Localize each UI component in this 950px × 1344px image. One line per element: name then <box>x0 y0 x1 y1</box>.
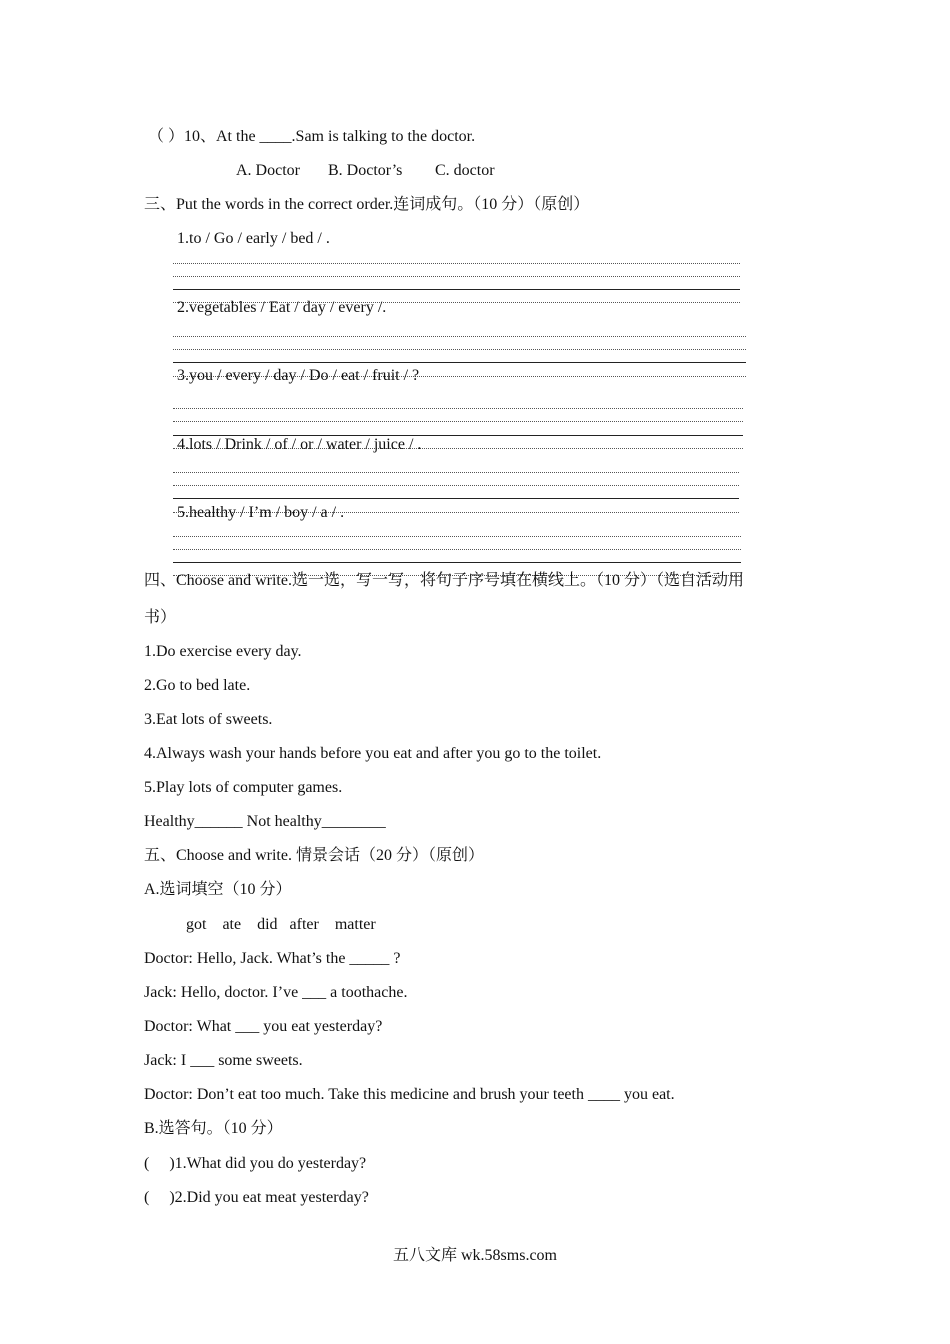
order-item-1: 1.to / Go / early / bed / . <box>177 230 330 247</box>
healthy-answer-line: Healthy______ Not healthy________ <box>144 813 386 830</box>
part-b-item-2: ( )2.Did you eat meat yesterday? <box>144 1189 369 1206</box>
writing-line <box>173 536 741 537</box>
part-b-item-1: ( )1.What did you do yesterday? <box>144 1155 367 1172</box>
choice-item-2: 2.Go to bed late. <box>144 677 251 694</box>
order-item-4: 4.lots / Drink / of / or / water / juice / . <box>177 436 422 453</box>
writing-line <box>173 421 743 422</box>
question-10-options <box>236 161 495 181</box>
choice-item-3: 3.Eat lots of sweets. <box>144 711 273 728</box>
writing-line <box>173 549 741 550</box>
writing-line <box>173 472 739 473</box>
writing-baseline <box>173 289 740 290</box>
writing-line <box>173 349 746 350</box>
choice-item-1: 1.Do exercise every day. <box>144 643 302 660</box>
writing-baseline <box>173 498 739 499</box>
word-bank: got ate did after matter <box>186 916 376 933</box>
dialogue-line-2: Jack: Hello, doctor. I’ve ___ a toothache. <box>144 984 408 1001</box>
question-10: （ ）10、At the ____.Sam is talking to the doctor. <box>148 128 476 145</box>
writing-baseline <box>173 362 746 363</box>
order-item-3: 3.you / every / day / Do / eat / fruit / ? <box>177 367 420 384</box>
part-b-heading: B.选答句。（10 分） <box>144 1120 283 1137</box>
section-4-heading: 四、Choose and write.选一选，写一写，将句子序号填在横线上。（10 分）（选自活动用 <box>144 572 744 589</box>
section-5-heading: 五、Choose and write. 情景会话（20 分）（原创） <box>144 847 484 864</box>
choice-item-5: 5.Play lots of computer games. <box>144 779 343 796</box>
option-c: C. doctor <box>435 162 495 179</box>
dialogue-line-1: Doctor: Hello, Jack. What’s the _____ ? <box>144 950 401 967</box>
order-item-5: 5.healthy / I’m / boy / a / . <box>177 504 345 521</box>
dialogue-line-4: Jack: I ___ some sweets. <box>144 1052 303 1069</box>
writing-line <box>173 336 746 337</box>
order-item-2: 2.vegetables / Eat / day / every /. <box>177 299 387 316</box>
part-a-heading: A.选词填空（10 分） <box>144 881 292 898</box>
dialogue-line-5: Doctor: Don’t eat too much. Take this medicine and brush your teeth ____ you eat. <box>144 1086 675 1103</box>
page-footer: 五八文库 wk.58sms.com <box>392 1247 557 1264</box>
option-a: A. Doctor <box>236 162 300 179</box>
section-4-heading-cont: 书） <box>144 609 177 626</box>
writing-line <box>173 263 740 264</box>
writing-line <box>173 276 740 277</box>
dialogue-line-3: Doctor: What ___ you eat yesterday? <box>144 1018 383 1035</box>
choice-item-4: 4.Always wash your hands before you eat and after you go to the toilet. <box>144 745 602 762</box>
section-3-heading: 三、Put the words in the correct order.连词成句。（10 分）（原创） <box>144 196 590 213</box>
option-b: B. Doctor’s <box>328 162 403 179</box>
writing-baseline <box>173 562 741 563</box>
writing-line <box>173 408 743 409</box>
writing-line <box>173 485 739 486</box>
